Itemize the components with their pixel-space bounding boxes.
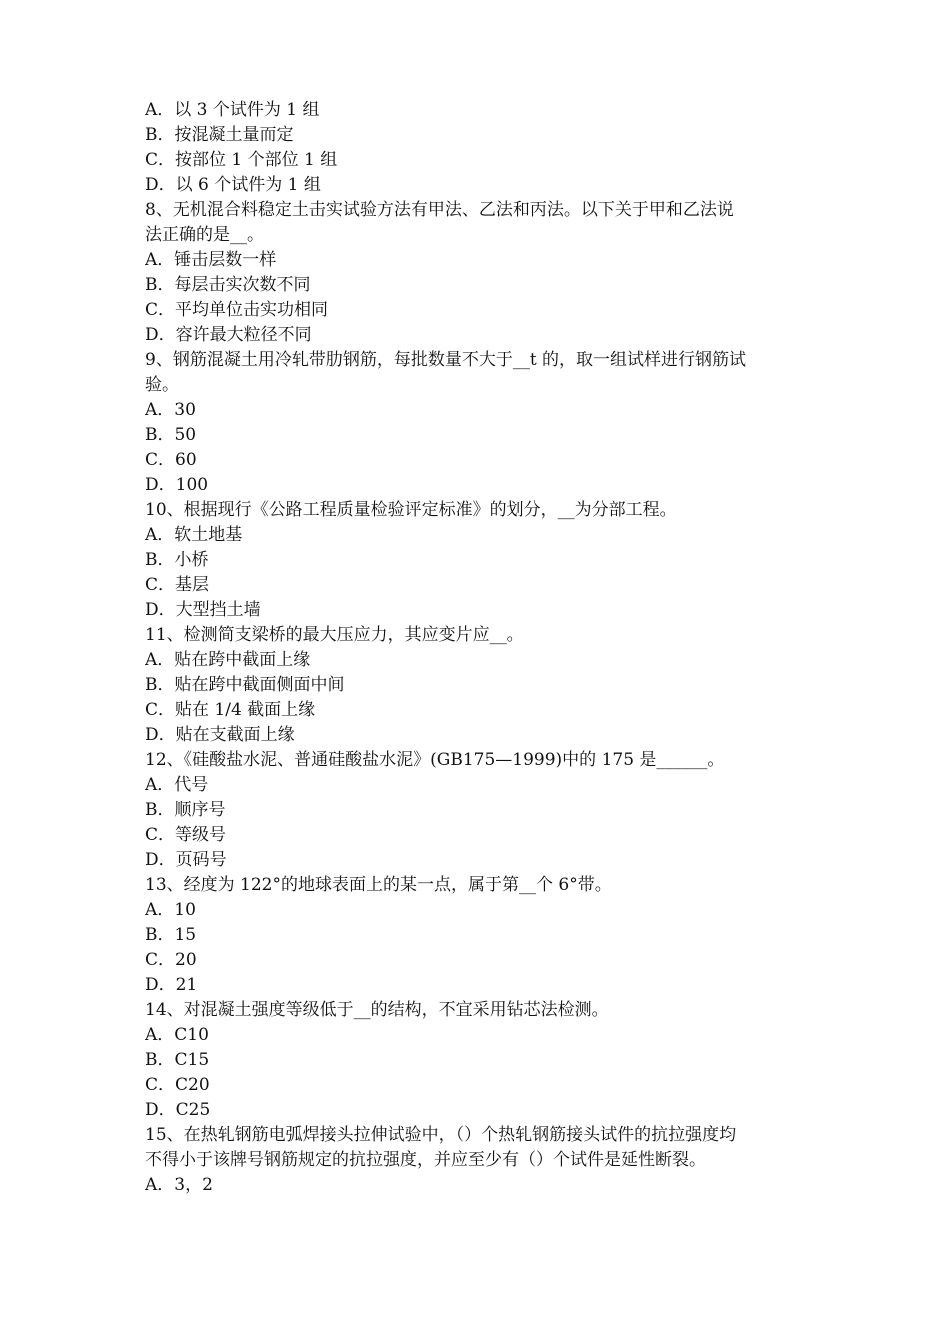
- option-11b: B．贴在跨中截面侧面中间: [145, 675, 345, 695]
- option-10a: A．软土地基: [145, 525, 243, 545]
- option-8b: B．每层击实次数不同: [145, 275, 311, 295]
- option-14b: B．C15: [145, 1050, 210, 1070]
- option-9d: D．100: [145, 475, 209, 495]
- option-9c: C．60: [145, 450, 197, 470]
- document-page: [145, 98, 815, 1198]
- option-7a: A．以 3 个试件为 1 组: [145, 100, 320, 120]
- option-12a: A．代号: [145, 775, 209, 795]
- option-8c: C．平均单位击实功相同: [145, 300, 329, 320]
- option-7d: D．以 6 个试件为 1 组: [145, 175, 321, 195]
- question-8-line-1: 8、无机混合料稳定土击实试验方法有甲法、乙法和丙法。以下关于甲和乙法说: [145, 200, 734, 220]
- question-9-line-2: 验。: [145, 375, 179, 395]
- option-13d: D．21: [145, 975, 198, 995]
- option-11a: A．贴在跨中截面上缘: [145, 650, 311, 670]
- option-12d: D．页码号: [145, 850, 227, 870]
- question-12: 12、《硅酸盐水泥、普通硅酸盐水泥》(GB175—1999)中的 175 是______。: [145, 750, 725, 770]
- option-11d: D．贴在支截面上缘: [145, 725, 295, 745]
- question-15-line-2: 不得小于该牌号钢筋规定的抗拉强度，并应至少有（）个试件是延性断裂。: [145, 1150, 706, 1170]
- option-7b: B．按混凝土量而定: [145, 125, 294, 145]
- question-8-line-2: 法正确的是__。: [145, 225, 264, 245]
- option-9b: B．50: [145, 425, 197, 445]
- option-14a: A．C10: [145, 1025, 209, 1045]
- option-13b: B．15: [145, 925, 197, 945]
- question-11: 11、检测简支梁桥的最大压应力，其应变片应__。: [145, 625, 524, 645]
- question-14: 14、对混凝土强度等级低于__的结构，不宜采用钻芯法检测。: [145, 1000, 609, 1020]
- question-15-line-1: 15、在热轧钢筋电弧焊接头拉伸试验中，（）个热轧钢筋接头试件的抗拉强度均: [145, 1125, 737, 1145]
- option-10b: B．小桥: [145, 550, 209, 570]
- option-8d: D．容许最大粒径不同: [145, 325, 312, 345]
- question-10: 10、根据现行《公路工程质量检验评定标准》的划分，__为分部工程。: [145, 500, 677, 520]
- option-11c: C．贴在 1/4 截面上缘: [145, 700, 316, 720]
- question-13: 13、经度为 122°的地球表面上的某一点，属于第__个 6°带。: [145, 875, 612, 895]
- option-13c: C．20: [145, 950, 197, 970]
- option-12c: C．等级号: [145, 825, 227, 845]
- option-12b: B．顺序号: [145, 800, 226, 820]
- option-10c: C．基层: [145, 575, 210, 595]
- option-15a: A．3，2: [145, 1175, 213, 1195]
- question-9-line-1: 9、钢筋混凝土用冷轧带肋钢筋，每批数量不大于__t 的，取一组试样进行钢筋试: [145, 350, 747, 370]
- option-14d: D．C25: [145, 1100, 211, 1120]
- option-7c: C．按部位 1 个部位 1 组: [145, 150, 338, 170]
- option-10d: D．大型挡土墙: [145, 600, 261, 620]
- option-13a: A．10: [145, 900, 196, 920]
- option-14c: C．C20: [145, 1075, 210, 1095]
- option-9a: A．30: [145, 400, 196, 420]
- option-8a: A．锤击层数一样: [145, 250, 277, 270]
